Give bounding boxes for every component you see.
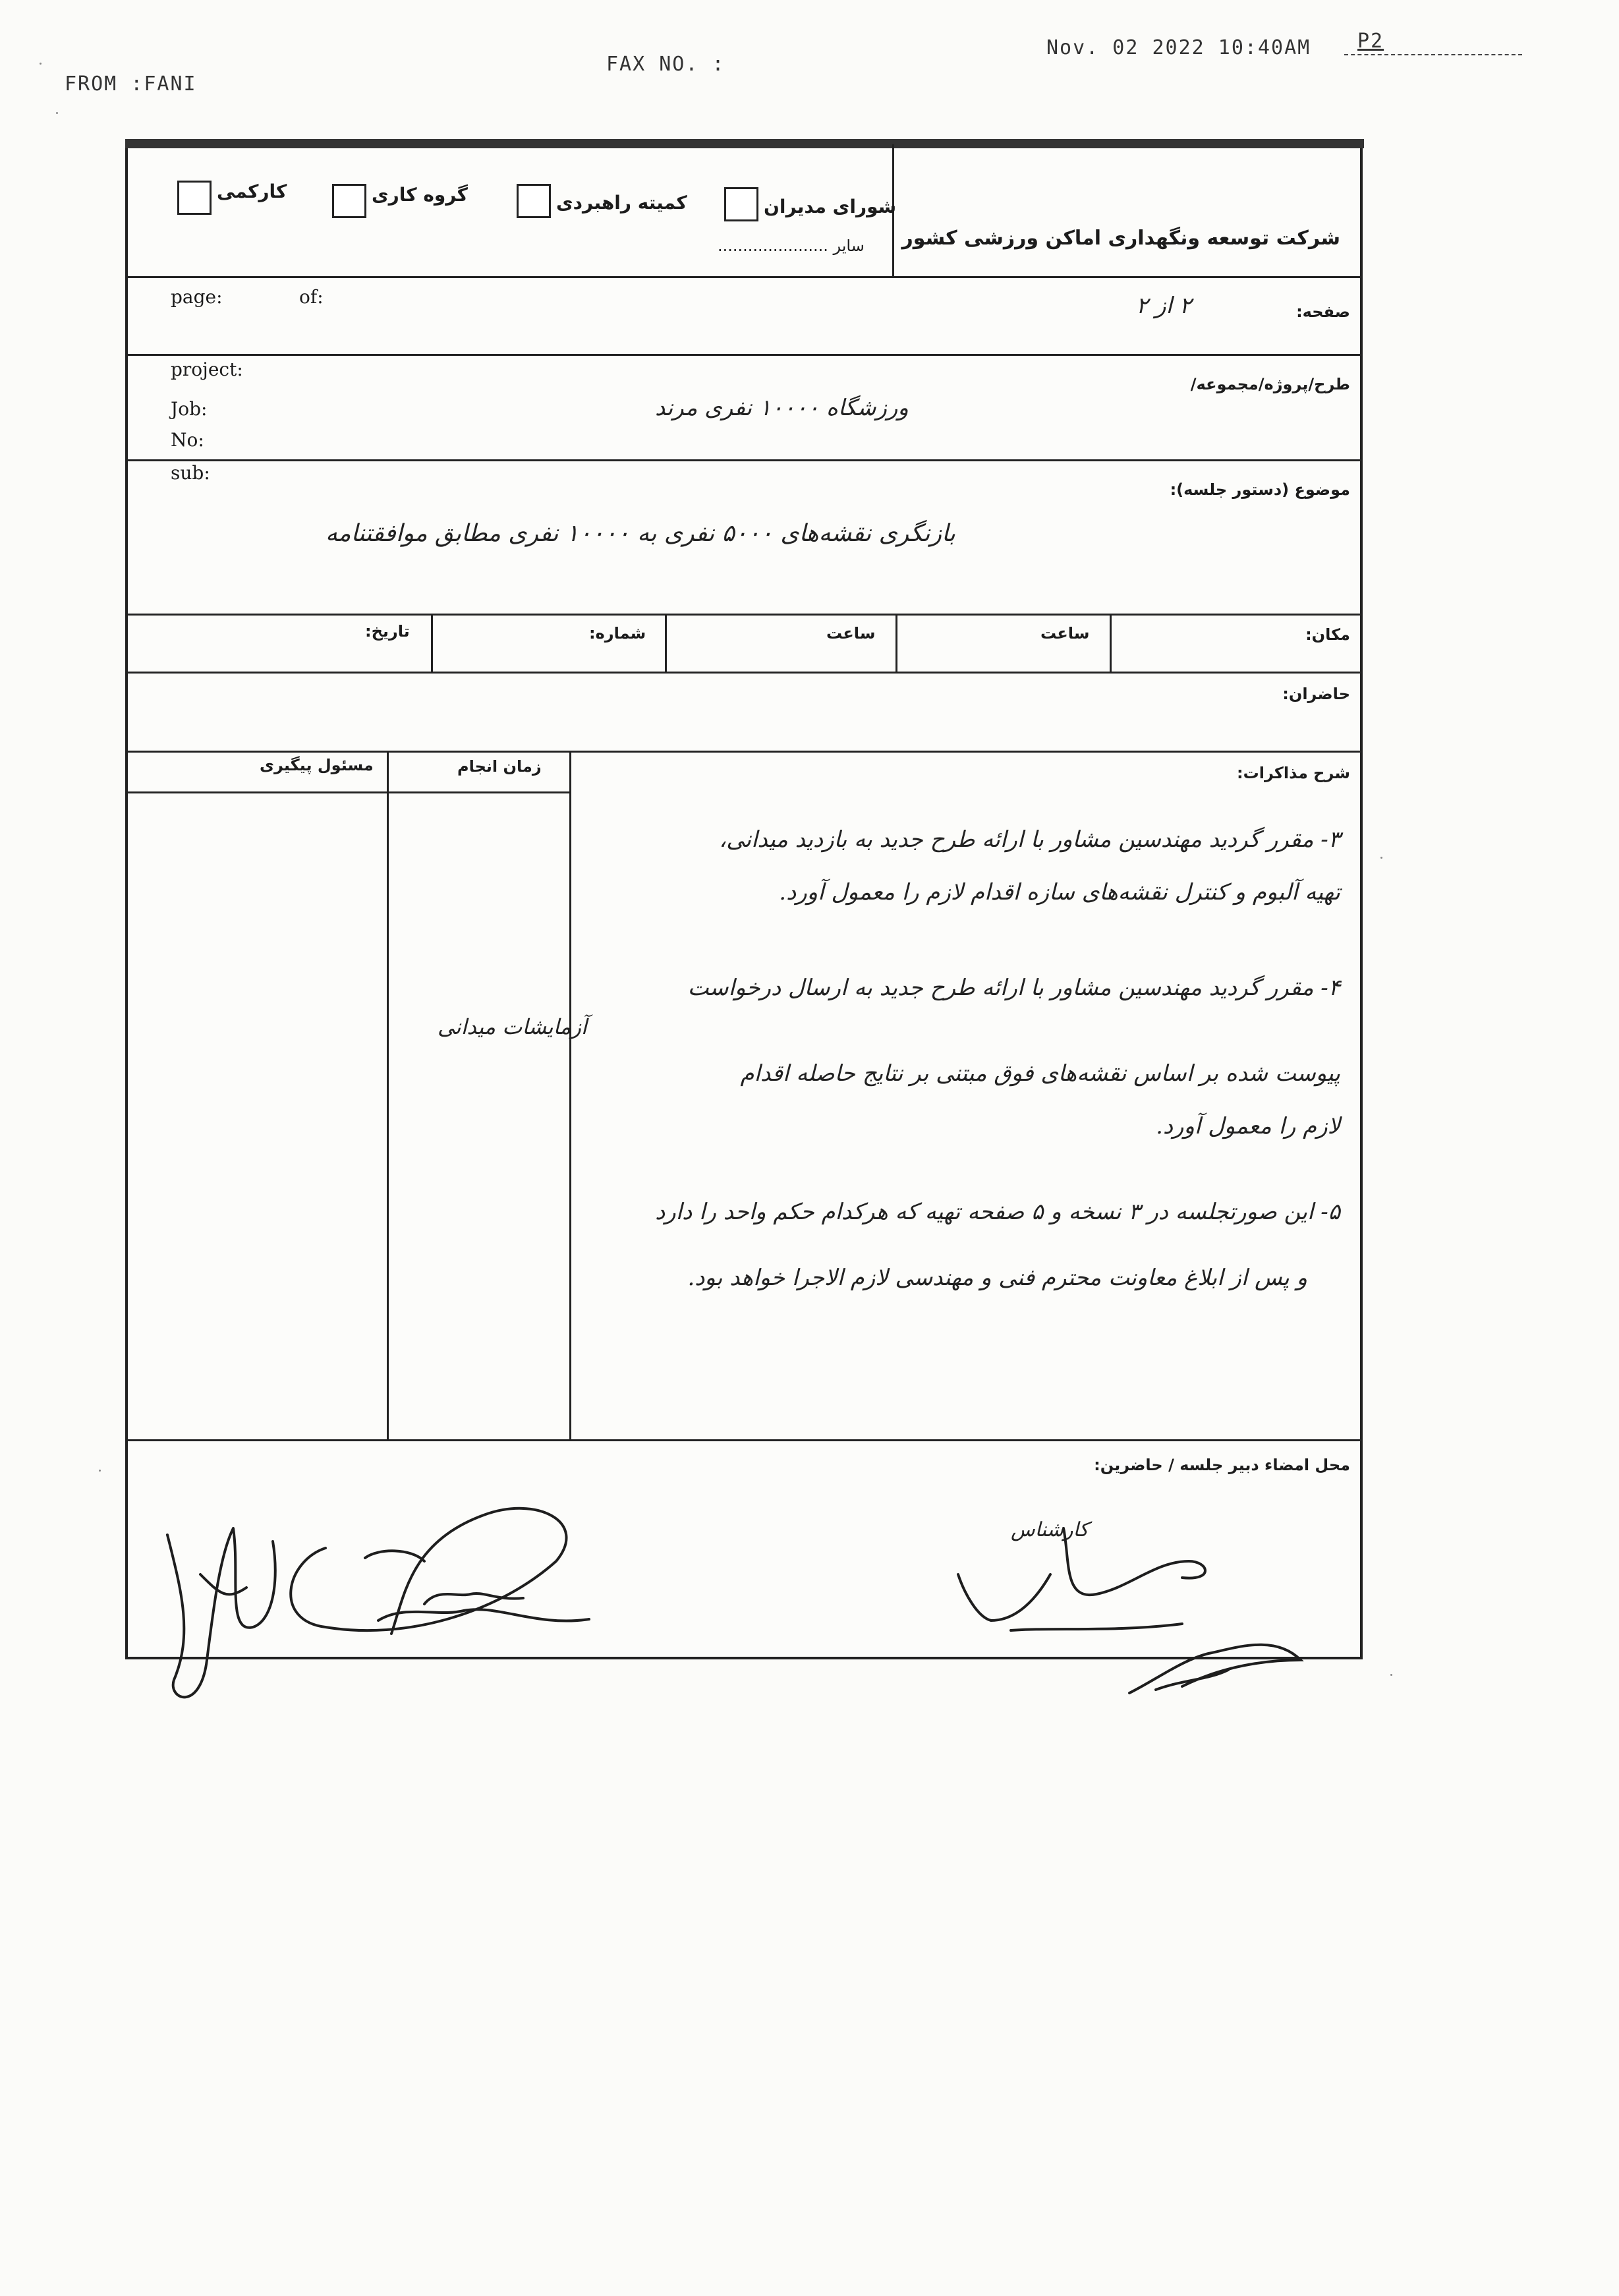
checkbox-taskforce-label: کارکمی [217, 181, 287, 202]
checkbox-board-label: شورای مدیران [764, 196, 897, 217]
divider-project [128, 354, 1360, 356]
checkbox-board[interactable] [724, 187, 758, 221]
project-value: ورزشگاه ۱۰۰۰۰ نفری مرند [655, 395, 909, 421]
date-label: تاریخ: [365, 622, 410, 641]
subject-fa-label: موضوع (دستور جلسه): [1170, 480, 1350, 499]
page-fa-label: صفحه: [1296, 302, 1350, 321]
page-value: ۲ از ۲ [1136, 293, 1192, 319]
attendees-label: حاضران: [1282, 685, 1350, 703]
project-label: project: [171, 359, 243, 380]
divider-place-bottom [128, 672, 1360, 674]
item-5-number: ۵- [1321, 1199, 1340, 1225]
job-label: Job: [171, 398, 208, 420]
col-time-2 [665, 614, 667, 672]
col-deadline [387, 751, 389, 1439]
scan-speck [1380, 857, 1382, 859]
item-5-line-1: ۵- این صورتجلسه در ۳ نسخه و ۵ صفحه تهیه که هرکدام حکم واحد را دارد [655, 1199, 1340, 1225]
no-label: No: [171, 429, 204, 451]
project-fa-label: طرح/پروژه/مجموعه/ [1190, 375, 1350, 393]
col-number [431, 614, 433, 672]
checkbox-steering-label: کمیته راهبردی [556, 192, 687, 214]
signatures-label: محل امضاء دبیر جلسه / حاضرین: [1094, 1456, 1350, 1474]
checkbox-workgroup-label: گروه کاری [372, 184, 468, 206]
scan-speck [40, 63, 42, 65]
signature-name-right: کارشناس [1011, 1518, 1089, 1541]
col-time-1 [895, 614, 897, 672]
item-3-line-2: تهیه آلبوم و کنترل نقشه‌های سازه اقدام لازم را معمول آورد. [779, 879, 1340, 905]
item-4-number: ۴- [1321, 975, 1340, 1001]
other-label: سایر ...................... [718, 237, 865, 255]
item-3-line-1: ۳- مقرر گردید مهندسین مشاور با ارائه طرح جدید به بازدید میدانی، [719, 826, 1340, 853]
time-label-1: ساعت [1040, 624, 1090, 643]
fax-header-rule [1344, 54, 1522, 55]
of-label: of: [299, 286, 324, 308]
scan-speck [56, 112, 58, 114]
col-place [1110, 614, 1112, 672]
page-label: page: [171, 286, 223, 308]
fax-from: FROM :FANI [65, 72, 197, 96]
number-label: شماره: [589, 624, 646, 643]
sub-label: sub: [171, 462, 210, 484]
discussion-label: شرح مذاکرات: [1237, 764, 1350, 782]
checkbox-steering[interactable] [517, 184, 551, 218]
header-bar [125, 139, 1364, 148]
meeting-minutes-form [125, 142, 1363, 1659]
item-5-line-2: و پس از ابلاغ معاونت محترم فنی و مهندسی لازم الاجرا خواهد بود. [687, 1265, 1307, 1291]
place-label: مکان: [1305, 625, 1350, 644]
deadline-label: زمان انجام [457, 757, 542, 776]
subject-value: بازنگری نقشه‌های ۵۰۰۰ نفری به ۱۰۰۰۰ نفری مطابق موافقتنامه [326, 520, 955, 547]
item-3-number: ۳- [1321, 826, 1340, 853]
col-discussion [569, 751, 571, 1439]
divider-minutes [128, 751, 1360, 753]
fax-number: FAX NO. : [606, 53, 725, 76]
fax-datetime: Nov. 02 2022 10:40AM [1046, 36, 1311, 59]
divider-place [128, 614, 1360, 616]
scan-speck [99, 1470, 101, 1472]
item-4-line-1: ۴- مقرر گردید مهندسین مشاور با ارائه طرح جدید به ارسال درخواست [687, 975, 1340, 1001]
divider-page [128, 276, 1360, 278]
divider-subject [128, 459, 1360, 461]
checkbox-workgroup[interactable] [332, 184, 366, 218]
item-4-insert: آزمایشات میدانی [438, 1014, 587, 1039]
signatures-image [128, 1462, 1360, 1726]
item-4-line-2: پیوست شده بر اساس نقشه‌های فوق مبتنی بر نتایج حاصله اقدام [740, 1060, 1340, 1087]
divider-signatures [128, 1439, 1360, 1441]
time-label-2: ساعت [826, 624, 876, 643]
company-name: شرکت توسعه ونگهداری اماکن ورزشی کشور [901, 227, 1340, 250]
item-4-line-3: لازم را معمول آورد. [1156, 1113, 1340, 1139]
responsible-label: مسئول پیگیری [260, 756, 374, 774]
checkbox-taskforce[interactable] [177, 181, 212, 215]
scan-speck [1390, 1674, 1392, 1676]
fax-page-marker: P2 [1357, 30, 1384, 53]
divider-minutes-header [128, 791, 569, 793]
